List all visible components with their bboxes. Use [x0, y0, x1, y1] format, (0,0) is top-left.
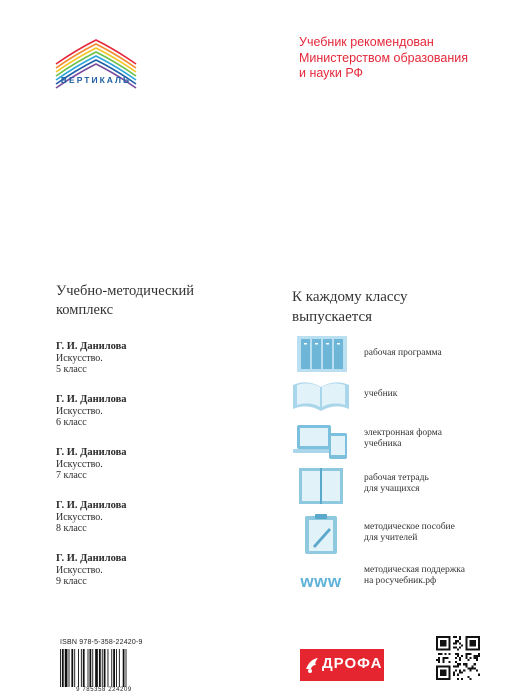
material-label-line: методическое пособие — [364, 522, 455, 532]
per-grade-title-line: выпускается — [292, 309, 373, 325]
material-label-line: на росучебник.рф — [364, 576, 437, 586]
material-label: рабочая программа — [364, 348, 442, 358]
material-label — [364, 428, 442, 450]
material-teacher-guide — [291, 514, 511, 554]
material-online-support — [291, 562, 511, 602]
ministry-recommendation — [299, 35, 509, 82]
book-grade: 8 класс — [56, 523, 87, 534]
publisher-name: ДРОФА — [322, 655, 383, 672]
book-entry — [56, 553, 236, 588]
complex-title-line: комплекс — [56, 302, 114, 318]
isbn: ISBN 978-5-358-22420-9 — [60, 639, 143, 646]
binders-icon — [291, 334, 351, 374]
recommendation-line: и науки РФ — [299, 66, 364, 80]
material-label-line: электронная форма — [364, 428, 442, 438]
book-entry — [56, 447, 236, 482]
barcode-icon — [58, 649, 150, 687]
book-subject: Искусство. — [56, 352, 103, 364]
logo-name: ВЕРТИКАЛЬ — [60, 75, 132, 85]
clipboard-icon — [291, 514, 351, 554]
book-grade: 6 класс — [56, 417, 87, 428]
material-textbook — [291, 375, 511, 415]
book-subject: Искусство. — [56, 511, 103, 523]
material-label-line: для учащихся — [364, 484, 420, 494]
book-author: Г. И. Данилова — [56, 500, 127, 511]
book-grade: 9 класс — [56, 576, 87, 587]
barcode-digits: 9 785358 224209 — [76, 687, 132, 693]
book-author: Г. И. Данилова — [56, 447, 127, 458]
per-grade-title — [292, 287, 492, 327]
material-label-line: рабочая тетрадь — [364, 473, 429, 483]
recommendation-line: Министерством образования — [299, 50, 469, 65]
qr-code-icon — [436, 636, 480, 680]
publisher-logo — [300, 649, 384, 681]
material-label — [364, 565, 465, 587]
open-book-icon — [291, 375, 351, 415]
book-subject: Искусство. — [56, 405, 103, 417]
book-entry — [56, 394, 236, 429]
book-entry — [56, 341, 236, 376]
complex-title-line: Учебно-методический — [56, 283, 195, 299]
material-label-line: для учителей — [364, 533, 418, 543]
material-label: учебник — [364, 389, 398, 399]
material-work-program — [291, 334, 511, 374]
book-entry — [56, 500, 236, 535]
workbook-icon — [291, 466, 351, 506]
book-author: Г. И. Данилова — [56, 553, 127, 564]
material-label-line: учебника — [364, 439, 402, 449]
material-workbook — [291, 466, 511, 506]
book-subject: Искусство. — [56, 564, 103, 576]
devices-icon — [291, 421, 351, 461]
book-author: Г. И. Данилова — [56, 341, 127, 352]
www-icon: www — [300, 572, 342, 591]
book-grade: 7 класс — [56, 470, 87, 481]
material-label — [364, 522, 455, 544]
book-grade: 5 класс — [56, 364, 87, 375]
per-grade-title-line: К каждому классу — [292, 289, 408, 305]
book-subject: Искусство. — [56, 458, 103, 470]
material-e-textbook — [291, 421, 511, 461]
publisher-bird-icon — [304, 655, 322, 675]
recommendation-line: Учебник рекомендован — [299, 35, 434, 49]
material-label — [364, 473, 429, 495]
vertikal-wave-logo-icon — [50, 30, 142, 96]
material-label-line: методическая поддержка — [364, 565, 465, 575]
complex-title — [56, 282, 256, 320]
book-author: Г. И. Данилова — [56, 394, 127, 405]
